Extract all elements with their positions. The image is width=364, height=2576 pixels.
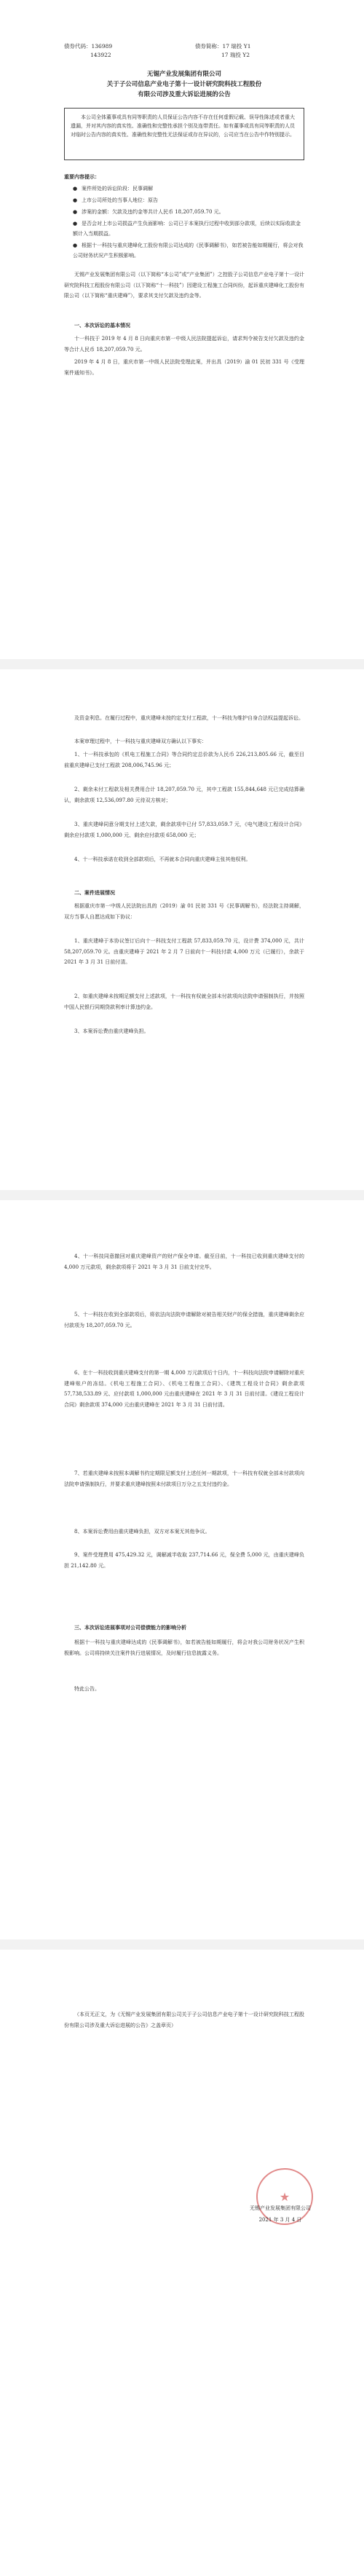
paragraph: 6、在十一科技收到重庆建峰支付的第一期 4,000 万元款项后十日内，十一科技向法院申请解除对重庆建峰账户的冻结。《机电工程施工合同》、《机电工程施工合同》、《建筑工程设计合同》剩余款项 57,738,533.89 元、应付款项 1,000,000 元由重庆建峰在 2021 年 3 月 31 日前付清。《建设工程设计合同》剩余款项 374,000 元由重庆建峰在 2021 年 3 月 31 日前付清。: [64, 1370, 304, 1408]
title-line-1: 关于子公司信息产业电子第十一设计研究院科技工程股份: [106, 81, 262, 88]
paragraph: 本案审理过程中，十一科技与重庆建峰双方确认以下事实：: [74, 738, 207, 744]
section-2-paragraph: 3、本案诉讼费由重庆建峰负担。: [74, 1028, 149, 1034]
page-separator: [0, 1190, 364, 1200]
seal-star-icon: ★: [279, 2190, 290, 2204]
company-name: 无锡产业发展集团有限公司: [146, 71, 221, 78]
section-3-paragraph: 根据十一科技与重庆建峰达成的《民事调解书》，如若被告能如期履行，将会对我公司财务状况产生积极影响。公司将持续关注案件执行进展情况，及时履行信息披露义务。: [64, 1639, 304, 1656]
key-point: ● 根据十一科技与重庆建峰化工股份有限公司达成的《民事调解书》，如若被告能如期履行，将会对我公司财务状况产生积极影响。: [73, 243, 304, 259]
page-2: [0, 669, 364, 1190]
page-3: [0, 1200, 364, 1939]
key-point: ● 涉案的金额：欠款及违约金等共计人民币 18,207,059.70 元。: [73, 209, 224, 215]
section-1-paragraph: 十一科技于 2019 年 4 月 8 日向重庆市第一中级人民法院提起诉讼，请求判令被告支付欠款及违约金等合计人民币 18,207,059.70 元。: [64, 336, 304, 352]
paragraph: 2、剩余未付工程款及相关费用合计 18,207,059.70 元，其中工程款 155,844,648 元已完成结算确认，剩余款项 12,536,097.80 元待双方核对；: [64, 787, 304, 803]
section-2-paragraph: 根据重庆市第一中级人民法院出具的（2019）渝 01 民初 331 号《民事调解书》，经法院主持调解，双方当事人自愿达成如下协议：: [64, 903, 304, 920]
bond-code-b: 143922: [90, 52, 111, 58]
key-heading: 重要内容提示：: [64, 173, 100, 180]
page-separator: [0, 659, 364, 669]
key-point: ● 是否会对上市公司损益产生负面影响：公司已于本案执行过程中收到部分款项，后续以实际收款金额计入当期损益。: [73, 221, 301, 237]
page-separator: [0, 1939, 364, 1950]
page-4: [0, 1950, 364, 2576]
title-line-2: 有限公司涉及重大诉讼进展的公告: [138, 91, 231, 98]
paragraph: 7、若重庆建峰未按照本调解书约定期限足额支付上述任何一期款项，十一科技有权就全部未付款项向法院申请强制执行，并要求重庆建峰按照未付款项日万分之五支付违约金。: [64, 1470, 304, 1487]
signature-page-note: （本页无正文，为《无锡产业发展集团有限公司关于子公司信息产业电子第十一设计研究院科技工程股份有限公司涉及重大诉讼进展的公告》之盖章页）: [64, 2012, 304, 2028]
bond-code-a: 债券代码：136989: [64, 43, 113, 50]
paragraph: 3、重庆建峰同意分期支付上述欠款，剩余款项中已付 57,833,059.7 元，《电气建设工程设计合同》剩余应付款项 1,000,000 元、剩余应付款项 658,000 元；: [64, 822, 304, 838]
paragraph: 9、案件受理费用 475,429.32 元，调解减半收取 237,714.66 元，保全费 5,000 元，由重庆建峰负担 21,142.80 元。: [64, 1552, 304, 1569]
notice-box: 本公司全体董事或具有同等职责的人员保证公告内容不存在任何虚假记载、误导性陈述或者重大遗漏，并对其内容的真实性、准确性和完整性承担个别及连带责任。如有董事或具有同等职责的人员对临时公告内容的真实性、准确性和完整性无法保证或存在异议的，公司应当在公告中作特别提示。: [64, 108, 304, 160]
section-1-heading: 一、本次诉讼的基本情况: [74, 322, 130, 328]
section-2-heading: 二、案件进展情况: [74, 889, 115, 896]
page-1: [0, 0, 364, 659]
intro-paragraph: 无锡产业发展集团有限公司（以下简称“本公司”或“产业集团”）之控股子公司信息产业电子第十一设计研究院科技工程股份有限公司（以下简称“十一科技”）因建设工程施工合同纠纷，起诉重庆建峰化工股份有限公司（以下简称“重庆建峰”），要求其支付欠款及违约金等。: [64, 272, 304, 299]
paragraph: 8、本案诉讼费用由重庆建峰负担，双方对本案无其他争议。: [74, 1529, 210, 1535]
bond-short-a: 债券简称：17 瑞投 Y1: [195, 43, 251, 50]
bond-short-b: 17 瑞投 Y2: [221, 52, 250, 58]
paragraph: 4、十一科技承诺在收到全部款项后，不再就本合同向重庆建峰主张其他权利。: [74, 856, 251, 862]
section-2-paragraph: 1、重庆建峰于本协议签订后向十一科技支付工程款 57,833,059.70 元，设计费 374,000 元，共计 58,207,059.70 元。由重庆建峰于 2021 年 2 月 7 日前向十一科技付款 4,000 万元（已履行），余款于 2021 年 3 月 31 日前付清。: [64, 938, 304, 965]
signature-company: 无锡产业发展集团有限公司: [250, 2205, 311, 2211]
section-2-paragraph: 2、如重庆建峰未按期足额支付上述款项，十一科技有权就全部未付款项向法院申请强制执行，并按照中国人民银行同期贷款利率计算违约金。: [64, 993, 304, 1010]
paragraph: 及资金利息。在履行过程中，重庆建峰未按约定支付工程款，十一科技为维护自身合法权益提起诉讼。: [74, 715, 304, 721]
signature-date: 2021 年 3 月 4 日: [258, 2217, 302, 2223]
key-point: ● 上市公司所处的当事人地位：原告: [73, 197, 158, 203]
paragraph: 4、十一科技同意撤回对重庆建峰资产的财产保全申请。截至目前，十一科技已收到重庆建峰支付的 4,000 万元款项，剩余款项将于 2021 年 3 月 31 日前支付完毕。: [64, 1253, 304, 1270]
paragraph: 1、十一科技承包的《机电工程施工合同》等合同约定总价款为人民币 226,213,805.66 元，截至目前重庆建峰已支付工程款 208,006,745.96 元；: [64, 752, 304, 768]
bond-meta: [64, 42, 304, 60]
section-3-heading: 三、本次诉讼进展事项对公司偿债能力的影响分析: [74, 1624, 186, 1631]
paragraph: 5、十一科技在收到全部款项后，将依法向法院申请解除对被告相关财产的保全措施，重庆建峰剩余应付款项为 18,207,059.70 元。: [64, 1312, 304, 1328]
section-1-paragraph: 2019 年 4 月 8 日，重庆市第一中级人民法院受理此案，并出具（2019）渝 01 民初 331 号《受理案件通知书》。: [64, 359, 304, 376]
closing-remark: 特此公告。: [74, 1686, 100, 1692]
key-point: ● 案件所处的诉讼阶段：民事调解: [73, 186, 153, 192]
